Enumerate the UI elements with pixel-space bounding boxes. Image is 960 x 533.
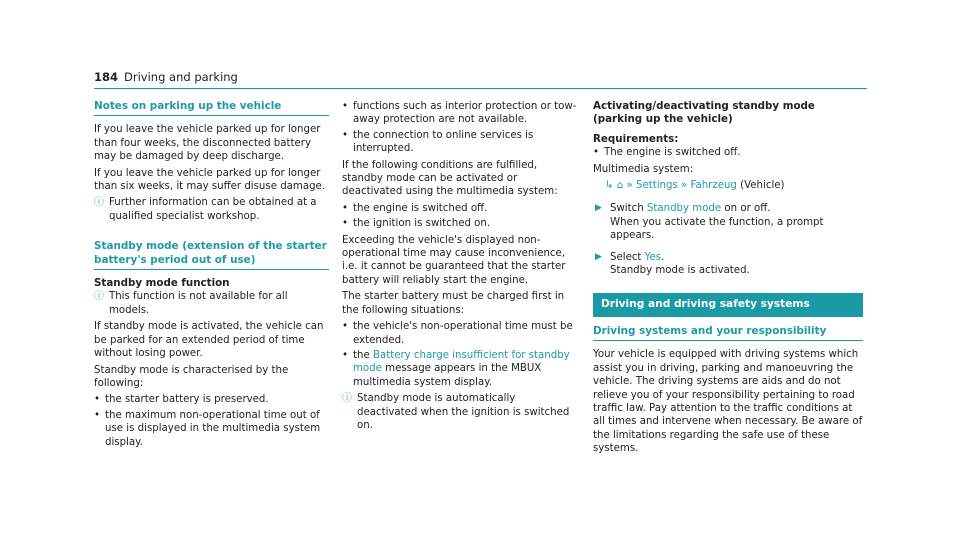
systems-heading: Driving systems and your responsibility [593, 325, 863, 341]
note [342, 392, 577, 432]
activating-heading: Activating/deactivating standby mode (parking up the vehicle) [593, 100, 815, 126]
page-header [94, 70, 238, 84]
step-text: Select [610, 251, 645, 263]
step [593, 251, 863, 278]
list-item: • the starter battery is preserved. [94, 393, 329, 406]
double-chevron-icon: » [681, 180, 688, 192]
column-3 [593, 100, 863, 459]
paragraph: Your vehicle is equipped with driving systems which assist you in driving, parking and manoeuvring the vehicle. The driving systems are aids and do not relieve you of your responsibility pertaining to road traffic law. Pay attention to the traffic conditions at all times and intervene when necessary. Be aware of the limitations regarding the safe use of these systems. [593, 349, 863, 455]
paragraph: If you leave the vehicle parked up for longer than six weeks, it may suffer disuse damage. [94, 167, 326, 193]
column-2 [342, 100, 577, 435]
info-icon: ⓘ [94, 291, 104, 303]
arrow-step-icon: ▶ [595, 251, 602, 262]
fahrzeug-menu-item: Fahrzeug [690, 180, 737, 192]
yes-option: Yes [644, 251, 662, 263]
paragraph: If you leave the vehicle parked up for longer than four weeks, the disconnected battery may be damaged by deep discharge. [94, 124, 321, 163]
standby-mode-option: Standby mode [646, 203, 722, 215]
paragraph: If the following conditions are fulfilled, standby mode can be activated or deactivated using the multimedia system: [342, 159, 558, 198]
note-text: Further information can be obtained at a qualified specialist workshop. [109, 197, 317, 222]
step-result: Standby mode is activated. [610, 265, 750, 277]
notes-heading: Notes on parking up the vehicle [94, 100, 329, 116]
function-heading: Standby mode function [94, 277, 230, 290]
list-item [342, 349, 577, 389]
paragraph: Exceeding the vehicle's displayed non-operational time may cause inconvenience, i.e. it cannot be guaranteed that the starter battery will reliably start the engine. [342, 234, 566, 286]
note [94, 196, 329, 223]
column-1 [94, 100, 329, 452]
display-message-link: Battery charge insufficient for standby mode [353, 349, 570, 375]
page-number: 184 [94, 70, 119, 84]
bullet-list [342, 100, 577, 156]
standby-heading: Standby mode (extension of the starter battery's period out of use) [94, 240, 329, 270]
home-icon: ⌂ [616, 180, 624, 192]
multimedia-label: Multimedia system: [593, 163, 694, 175]
list-item: • the ignition is switched on. [342, 217, 577, 230]
list-item: • the maximum non-operational time out of use is displayed in the multimedia system display. [94, 409, 329, 449]
bullet-list [342, 320, 577, 389]
header-rule [94, 88, 867, 89]
list-text: the [353, 349, 373, 361]
paragraph: The starter battery must be charged first in the following situations: [342, 291, 565, 316]
list-item: • functions such as interior protection or tow-away protection are not available. [342, 100, 577, 127]
return-arrow-icon: ↳ [605, 180, 614, 192]
menu-path [593, 179, 863, 192]
paragraph: If standby mode is activated, the vehicle can be parked for an extended period of time without losing power. [94, 321, 324, 360]
chapter-title: Driving and parking [124, 70, 238, 84]
step-text: . [661, 251, 665, 263]
list-text: message appears in the MBUX multimedia system display. [353, 363, 542, 388]
list-item: • The engine is switched off. [593, 146, 863, 159]
info-icon: ⓘ [94, 197, 104, 209]
vehicle-translation: (Vehicle) [740, 180, 785, 192]
step [593, 202, 863, 242]
note-text: Standby mode is automatically deactivated when the ignition is switched on. [357, 393, 570, 431]
bullet-list [94, 393, 329, 449]
list-item: • the vehicle's non-operational time must be extended. [342, 320, 577, 347]
note [94, 290, 329, 317]
paragraph: Standby mode is characterised by the following: [94, 364, 289, 389]
list-item: • the connection to online services is interrupted. [342, 129, 577, 156]
step-text: on or off. [721, 203, 771, 215]
step-result: When you activate the function, a prompt appears. [610, 216, 824, 242]
list-item: • the engine is switched off. [342, 202, 577, 215]
info-icon: ⓘ [342, 393, 352, 405]
note-text: This function is not available for all models. [109, 291, 288, 316]
requirements-label: Requirements: [593, 132, 679, 145]
bullet-list [342, 202, 577, 231]
arrow-step-icon: ▶ [595, 203, 602, 214]
bullet-list [593, 146, 863, 159]
step-text: Switch [610, 203, 647, 215]
section-banner: Driving and driving safety systems [593, 293, 863, 316]
double-chevron-icon: » [626, 180, 633, 192]
settings-menu-item: Settings [636, 180, 678, 192]
